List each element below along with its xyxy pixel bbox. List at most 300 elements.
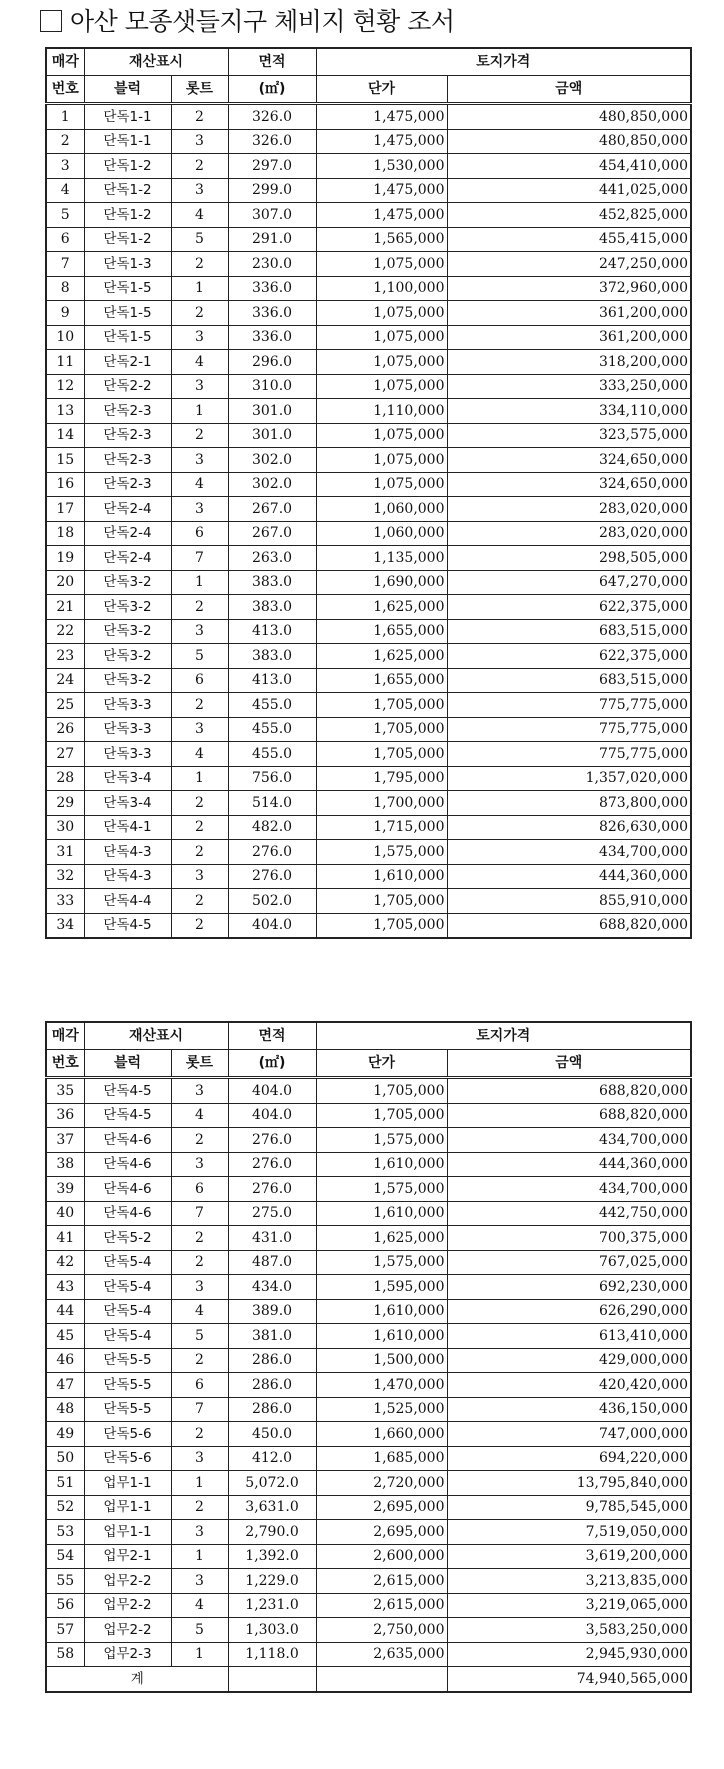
cell-block: 업무2-2 (84, 1593, 171, 1618)
cell-block: 단독5-4 (84, 1275, 171, 1300)
cell-amount: 622,375,000 (447, 644, 691, 669)
cell-lot: 2 (171, 252, 228, 277)
header-lot: 롯트 (171, 1050, 228, 1078)
cell-area: 336.0 (228, 325, 316, 350)
cell-block: 단독4-6 (84, 1128, 171, 1153)
cell-area: 276.0 (228, 864, 316, 889)
cell-block: 업무1-1 (84, 1495, 171, 1520)
cell-area: 286.0 (228, 1397, 316, 1422)
table-row (46, 1226, 691, 1251)
cell-no: 44 (46, 1299, 84, 1324)
cell-unit-price: 1,075,000 (316, 252, 447, 277)
cell-area: 404.0 (228, 1103, 316, 1128)
cell-unit-price: 1,575,000 (316, 1177, 447, 1202)
cell-area: 404.0 (228, 913, 316, 938)
table-row (46, 889, 691, 914)
cell-amount: 3,619,200,000 (447, 1544, 691, 1569)
cell-lot: 1 (171, 1544, 228, 1569)
table-row (46, 1373, 691, 1398)
cell-block: 단독3-3 (84, 742, 171, 767)
table-row (46, 521, 691, 546)
table-row (46, 1078, 691, 1104)
cell-unit-price: 1,475,000 (316, 178, 447, 203)
cell-no: 43 (46, 1275, 84, 1300)
table-row (46, 1618, 691, 1643)
cell-no: 25 (46, 693, 84, 718)
cell-amount: 283,020,000 (447, 497, 691, 522)
cell-area: 502.0 (228, 889, 316, 914)
cell-block: 단독1-2 (84, 227, 171, 252)
cell-unit-price: 1,075,000 (316, 301, 447, 326)
cell-amount: 324,650,000 (447, 472, 691, 497)
cell-block: 단독1-1 (84, 104, 171, 130)
cell-block: 단독4-5 (84, 1103, 171, 1128)
table-row (46, 448, 691, 473)
cell-area: 455.0 (228, 742, 316, 767)
cell-lot: 6 (171, 521, 228, 546)
table-row (46, 1152, 691, 1177)
cell-lot: 2 (171, 1226, 228, 1251)
cell-area: 267.0 (228, 521, 316, 546)
cell-lot: 3 (171, 178, 228, 203)
table-row (46, 864, 691, 889)
table-row (46, 497, 691, 522)
cell-block: 단독3-2 (84, 644, 171, 669)
cell-block: 단독2-1 (84, 350, 171, 375)
table-row (46, 693, 691, 718)
cell-block: 단독1-1 (84, 129, 171, 154)
cell-area: 455.0 (228, 693, 316, 718)
header-no-bottom: 번호 (46, 76, 84, 104)
cell-lot: 4 (171, 350, 228, 375)
cell-lot: 2 (171, 913, 228, 938)
cell-amount: 442,750,000 (447, 1201, 691, 1226)
cell-block: 단독4-6 (84, 1201, 171, 1226)
cell-block: 업무1-1 (84, 1471, 171, 1496)
header-row-2 (46, 76, 691, 104)
cell-area: 487.0 (228, 1250, 316, 1275)
cell-block: 단독3-3 (84, 717, 171, 742)
cell-area: 299.0 (228, 178, 316, 203)
cell-lot: 3 (171, 374, 228, 399)
cell-block: 단독1-3 (84, 252, 171, 277)
cell-block: 단독4-6 (84, 1177, 171, 1202)
cell-block: 단독4-6 (84, 1152, 171, 1177)
cell-area: 310.0 (228, 374, 316, 399)
cell-area: 301.0 (228, 399, 316, 424)
cell-amount: 480,850,000 (447, 104, 691, 130)
cell-area: 326.0 (228, 104, 316, 130)
cell-lot: 3 (171, 864, 228, 889)
cell-no: 26 (46, 717, 84, 742)
header-area-bottom: (㎡) (228, 1050, 316, 1078)
header-no-top: 매각 (46, 1022, 84, 1050)
cell-unit-price: 1,475,000 (316, 104, 447, 130)
cell-amount: 694,220,000 (447, 1446, 691, 1471)
cell-block: 단독3-4 (84, 766, 171, 791)
table-row (46, 1593, 691, 1618)
cell-block: 단독1-2 (84, 154, 171, 179)
cell-no: 20 (46, 570, 84, 595)
cell-no: 45 (46, 1324, 84, 1349)
table-row (46, 1544, 691, 1569)
cell-no: 13 (46, 399, 84, 424)
total-row (46, 1667, 691, 1692)
cell-lot: 4 (171, 1299, 228, 1324)
cell-area: 263.0 (228, 546, 316, 571)
cell-no: 4 (46, 178, 84, 203)
cell-no: 9 (46, 301, 84, 326)
cell-lot: 4 (171, 1103, 228, 1128)
cell-no: 21 (46, 595, 84, 620)
table-row (46, 668, 691, 693)
cell-area: 307.0 (228, 203, 316, 228)
cell-block: 단독1-5 (84, 276, 171, 301)
table-row (46, 1103, 691, 1128)
cell-no: 22 (46, 619, 84, 644)
cell-no: 23 (46, 644, 84, 669)
cell-area: 297.0 (228, 154, 316, 179)
cell-lot: 7 (171, 546, 228, 571)
cell-amount: 13,795,840,000 (447, 1471, 691, 1496)
header-row-2 (46, 1050, 691, 1078)
cell-no: 58 (46, 1642, 84, 1667)
cell-lot: 2 (171, 889, 228, 914)
table-row (46, 350, 691, 375)
cell-no: 51 (46, 1471, 84, 1496)
cell-unit-price: 1,685,000 (316, 1446, 447, 1471)
cell-lot: 1 (171, 1471, 228, 1496)
cell-block: 단독2-3 (84, 423, 171, 448)
cell-lot: 4 (171, 1593, 228, 1618)
cell-block: 단독2-4 (84, 521, 171, 546)
cell-no: 37 (46, 1128, 84, 1153)
header-area-top: 면적 (228, 1022, 316, 1050)
table-row (46, 595, 691, 620)
cell-area: 381.0 (228, 1324, 316, 1349)
cell-amount: 613,410,000 (447, 1324, 691, 1349)
table-row (46, 423, 691, 448)
cell-area: 301.0 (228, 423, 316, 448)
cell-no: 56 (46, 1593, 84, 1618)
cell-lot: 7 (171, 1201, 228, 1226)
table-row (46, 815, 691, 840)
page-title-text: 아산 모종샛들지구 체비지 현황 조서 (70, 7, 455, 36)
cell-block: 단독4-3 (84, 840, 171, 865)
cell-no: 10 (46, 325, 84, 350)
cell-amount: 3,583,250,000 (447, 1618, 691, 1643)
cell-area: 1,392.0 (228, 1544, 316, 1569)
cell-amount: 429,000,000 (447, 1348, 691, 1373)
cell-no: 6 (46, 227, 84, 252)
cell-unit-price: 1,075,000 (316, 374, 447, 399)
cell-no: 1 (46, 104, 84, 130)
cell-no: 16 (46, 472, 84, 497)
cell-amount: 3,213,835,000 (447, 1569, 691, 1594)
cell-unit-price: 1,655,000 (316, 619, 447, 644)
table-body-part2 (46, 1078, 691, 1667)
table-row (46, 619, 691, 644)
table-row (46, 1348, 691, 1373)
cell-amount: 361,200,000 (447, 325, 691, 350)
cell-unit-price: 1,610,000 (316, 1324, 447, 1349)
cell-block: 업무2-3 (84, 1642, 171, 1667)
table-row (46, 766, 691, 791)
table-row (46, 913, 691, 938)
cell-amount: 298,505,000 (447, 546, 691, 571)
cell-no: 39 (46, 1177, 84, 1202)
cell-lot: 3 (171, 717, 228, 742)
cell-no: 30 (46, 815, 84, 840)
table-row (46, 104, 691, 130)
header-land-price: 토지가격 (316, 48, 691, 76)
header-no-bottom: 번호 (46, 1050, 84, 1078)
cell-no: 7 (46, 252, 84, 277)
cell-block: 단독2-3 (84, 399, 171, 424)
cell-amount: 775,775,000 (447, 693, 691, 718)
cell-unit-price: 1,075,000 (316, 423, 447, 448)
cell-amount: 455,415,000 (447, 227, 691, 252)
table-row (46, 203, 691, 228)
cell-amount: 692,230,000 (447, 1275, 691, 1300)
cell-area: 286.0 (228, 1348, 316, 1373)
checkbox-square-icon (40, 10, 62, 32)
cell-area: 383.0 (228, 570, 316, 595)
header-row-1 (46, 48, 691, 76)
cell-block: 업무1-1 (84, 1520, 171, 1545)
cell-lot: 5 (171, 644, 228, 669)
cell-area: 276.0 (228, 1177, 316, 1202)
cell-area: 404.0 (228, 1078, 316, 1104)
cell-amount: 9,785,545,000 (447, 1495, 691, 1520)
cell-unit-price: 1,575,000 (316, 1250, 447, 1275)
cell-unit-price: 2,600,000 (316, 1544, 447, 1569)
table-row (46, 1422, 691, 1447)
cell-amount: 626,290,000 (447, 1299, 691, 1324)
cell-block: 업무2-2 (84, 1569, 171, 1594)
cell-amount: 1,357,020,000 (447, 766, 691, 791)
cell-no: 33 (46, 889, 84, 914)
cell-unit-price: 1,060,000 (316, 497, 447, 522)
header-block: 블럭 (84, 76, 171, 104)
total-amount: 74,940,565,000 (447, 1667, 691, 1692)
cell-unit-price: 2,615,000 (316, 1569, 447, 1594)
cell-area: 455.0 (228, 717, 316, 742)
cell-block: 단독4-4 (84, 889, 171, 914)
cell-lot: 3 (171, 1569, 228, 1594)
cell-area: 275.0 (228, 1201, 316, 1226)
cell-area: 302.0 (228, 448, 316, 473)
total-label: 계 (46, 1667, 228, 1692)
cell-area: 276.0 (228, 1128, 316, 1153)
cell-no: 15 (46, 448, 84, 473)
cell-no: 36 (46, 1103, 84, 1128)
cell-area: 302.0 (228, 472, 316, 497)
cell-area: 1,229.0 (228, 1569, 316, 1594)
cell-unit-price: 1,610,000 (316, 1201, 447, 1226)
cell-unit-price: 1,610,000 (316, 1152, 447, 1177)
cell-lot: 4 (171, 472, 228, 497)
cell-block: 단독5-5 (84, 1373, 171, 1398)
cell-amount: 683,515,000 (447, 619, 691, 644)
cell-unit-price: 1,610,000 (316, 864, 447, 889)
cell-lot: 3 (171, 448, 228, 473)
table-row (46, 1446, 691, 1471)
cell-no: 5 (46, 203, 84, 228)
cell-area: 389.0 (228, 1299, 316, 1324)
cell-no: 54 (46, 1544, 84, 1569)
cell-amount: 747,000,000 (447, 1422, 691, 1447)
cell-amount: 420,420,000 (447, 1373, 691, 1398)
table-row (46, 644, 691, 669)
cell-unit-price: 2,635,000 (316, 1642, 447, 1667)
table-row (46, 1299, 691, 1324)
header-amount: 금액 (447, 76, 691, 104)
cell-no: 19 (46, 546, 84, 571)
cell-unit-price: 1,625,000 (316, 595, 447, 620)
cell-no: 29 (46, 791, 84, 816)
cell-amount: 700,375,000 (447, 1226, 691, 1251)
cell-block: 단독4-5 (84, 913, 171, 938)
cell-lot: 3 (171, 1078, 228, 1104)
cell-lot: 1 (171, 766, 228, 791)
cell-unit-price: 1,705,000 (316, 913, 447, 938)
cell-no: 2 (46, 129, 84, 154)
header-area-bottom: (㎡) (228, 76, 316, 104)
cell-block: 업무2-2 (84, 1618, 171, 1643)
cell-amount: 324,650,000 (447, 448, 691, 473)
cell-no: 3 (46, 154, 84, 179)
table-row (46, 301, 691, 326)
cell-lot: 3 (171, 325, 228, 350)
cell-area: 326.0 (228, 129, 316, 154)
cell-unit-price: 1,705,000 (316, 1103, 447, 1128)
cell-unit-price: 1,135,000 (316, 546, 447, 571)
table-row (46, 1642, 691, 1667)
cell-block: 단독3-2 (84, 668, 171, 693)
cell-no: 42 (46, 1250, 84, 1275)
cell-lot: 5 (171, 227, 228, 252)
cell-lot: 2 (171, 1250, 228, 1275)
cell-unit-price: 1,565,000 (316, 227, 447, 252)
cell-lot: 2 (171, 1495, 228, 1520)
header-amount: 금액 (447, 1050, 691, 1078)
cell-unit-price: 1,700,000 (316, 791, 447, 816)
cell-block: 단독5-4 (84, 1250, 171, 1275)
cell-no: 50 (46, 1446, 84, 1471)
table-row (46, 1275, 691, 1300)
cell-block: 단독1-2 (84, 203, 171, 228)
cell-unit-price: 1,705,000 (316, 717, 447, 742)
cell-unit-price: 2,615,000 (316, 1593, 447, 1618)
cell-amount: 444,360,000 (447, 864, 691, 889)
cell-no: 32 (46, 864, 84, 889)
cell-block: 단독2-3 (84, 448, 171, 473)
cell-unit-price: 1,705,000 (316, 693, 447, 718)
table-row (46, 1128, 691, 1153)
cell-lot: 2 (171, 154, 228, 179)
table-body-part1 (46, 104, 691, 939)
cell-block: 단독5-5 (84, 1397, 171, 1422)
cell-amount: 454,410,000 (447, 154, 691, 179)
cell-area: 291.0 (228, 227, 316, 252)
cell-amount: 683,515,000 (447, 668, 691, 693)
cell-area: 514.0 (228, 791, 316, 816)
cell-amount: 688,820,000 (447, 1103, 691, 1128)
cell-no: 38 (46, 1152, 84, 1177)
table-row (46, 1397, 691, 1422)
cell-block: 단독1-5 (84, 325, 171, 350)
cell-unit-price: 1,470,000 (316, 1373, 447, 1398)
cell-area: 286.0 (228, 1373, 316, 1398)
cell-area: 383.0 (228, 595, 316, 620)
cell-amount: 372,960,000 (447, 276, 691, 301)
cell-amount: 3,219,065,000 (447, 1593, 691, 1618)
table-row (46, 1495, 691, 1520)
cell-area: 5,072.0 (228, 1471, 316, 1496)
cell-lot: 2 (171, 1128, 228, 1153)
table-row (46, 154, 691, 179)
cell-area: 431.0 (228, 1226, 316, 1251)
cell-lot: 2 (171, 840, 228, 865)
cell-unit-price: 1,575,000 (316, 1128, 447, 1153)
cell-no: 48 (46, 1397, 84, 1422)
cell-unit-price: 1,625,000 (316, 644, 447, 669)
cell-unit-price: 1,060,000 (316, 521, 447, 546)
table-row (46, 227, 691, 252)
cell-amount: 775,775,000 (447, 717, 691, 742)
table-row (46, 1520, 691, 1545)
table-row (46, 399, 691, 424)
cell-no: 12 (46, 374, 84, 399)
cell-unit-price: 1,530,000 (316, 154, 447, 179)
table-row (46, 546, 691, 571)
cell-unit-price: 1,100,000 (316, 276, 447, 301)
header-no-top: 매각 (46, 48, 84, 76)
cell-block: 단독1-2 (84, 178, 171, 203)
cell-area: 1,231.0 (228, 1593, 316, 1618)
cell-lot: 2 (171, 595, 228, 620)
cell-area: 482.0 (228, 815, 316, 840)
cell-unit-price: 1,795,000 (316, 766, 447, 791)
cell-unit-price: 2,695,000 (316, 1495, 447, 1520)
table-row (46, 1569, 691, 1594)
cell-area: 1,118.0 (228, 1642, 316, 1667)
cell-no: 52 (46, 1495, 84, 1520)
cell-area: 756.0 (228, 766, 316, 791)
cell-amount: 436,150,000 (447, 1397, 691, 1422)
cell-amount: 688,820,000 (447, 1078, 691, 1104)
cell-amount: 775,775,000 (447, 742, 691, 767)
cell-unit-price: 2,750,000 (316, 1618, 447, 1643)
cell-block: 단독3-2 (84, 619, 171, 644)
cell-no: 17 (46, 497, 84, 522)
table-row (46, 1201, 691, 1226)
cell-unit-price: 1,475,000 (316, 129, 447, 154)
cell-amount: 441,025,000 (447, 178, 691, 203)
cell-area: 1,303.0 (228, 1618, 316, 1643)
cell-area: 276.0 (228, 840, 316, 865)
cell-area: 267.0 (228, 497, 316, 522)
cell-amount: 767,025,000 (447, 1250, 691, 1275)
cell-block: 단독5-4 (84, 1324, 171, 1349)
cell-block: 단독3-4 (84, 791, 171, 816)
cell-unit-price: 1,475,000 (316, 203, 447, 228)
cell-lot: 5 (171, 1618, 228, 1643)
cell-lot: 2 (171, 104, 228, 130)
cell-no: 53 (46, 1520, 84, 1545)
table-row (46, 1471, 691, 1496)
